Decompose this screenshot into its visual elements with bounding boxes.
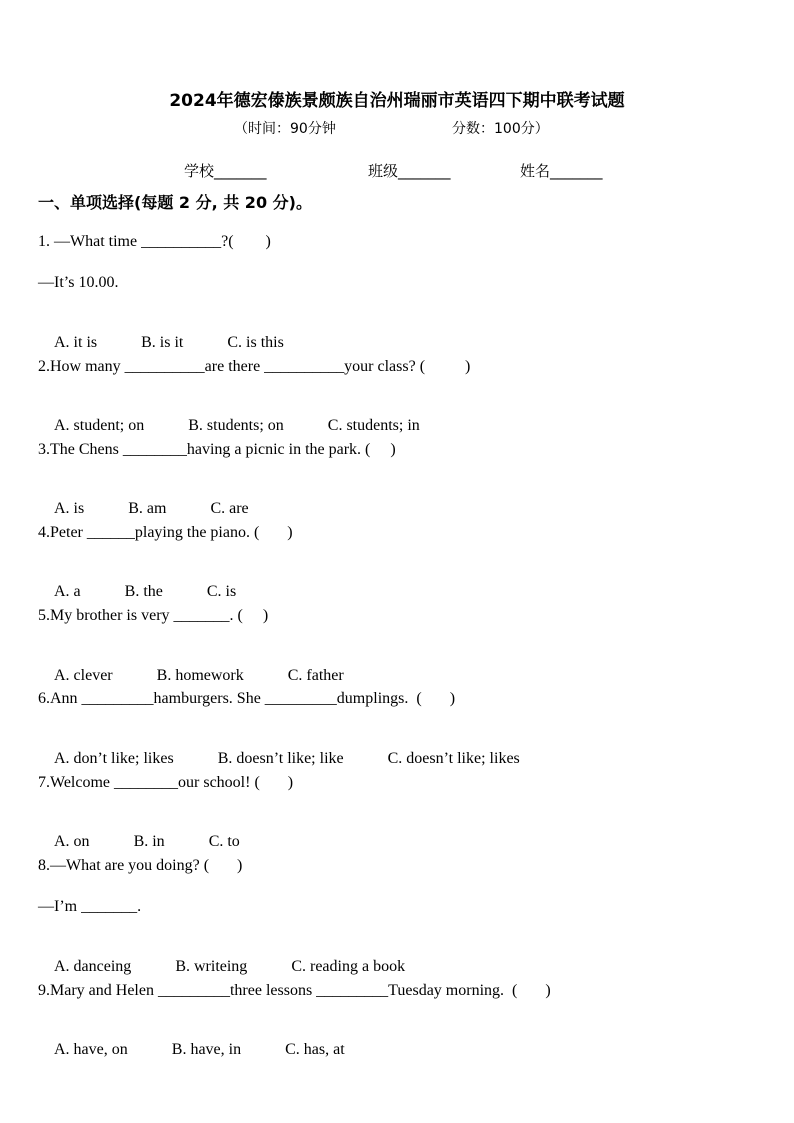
question-5: 5.My brother is very _______. ( )	[38, 607, 269, 624]
question-8-answer-line: —I’m _______.	[38, 898, 142, 915]
option-a: A. don’t like; likes	[54, 750, 174, 767]
option-c: C. reading a book	[291, 958, 406, 975]
exam-title: 2024年德宏傣族景颇族自治州瑞丽市英语四下期中联考试题	[169, 91, 625, 111]
exam-score: 分数：100分）	[452, 121, 549, 137]
option-b: B. is it	[141, 334, 184, 351]
option-b: B. the	[124, 583, 163, 600]
question-9-options	[38, 1023, 389, 1077]
option-b: B. am	[128, 500, 167, 517]
option-b: B. homework	[156, 667, 244, 684]
option-c: C. to	[208, 833, 240, 850]
name-field: 姓名_______	[520, 162, 603, 180]
option-a: A. danceing	[54, 958, 132, 975]
section-title: 一、单项选择(每题 2 分, 共 20 分)。	[38, 193, 312, 212]
option-c: C. is this	[227, 334, 284, 351]
question-8: 8.—What are you doing? ( )	[38, 857, 243, 874]
option-a: A. it is	[54, 334, 98, 351]
exam-time: （时间：90分钟	[234, 121, 336, 137]
question-1: 1. —What time __________?( )	[38, 233, 271, 250]
option-c: C. is	[206, 583, 237, 600]
option-a: A. have, on	[54, 1041, 128, 1058]
option-a: A. a	[54, 583, 81, 600]
option-a: A. student; on	[54, 417, 145, 434]
option-c: C. students; in	[327, 417, 420, 434]
question-6: 6.Ann _________hamburgers. She _________dumplings. ( )	[38, 690, 456, 707]
school-field: 学校_______	[184, 162, 267, 180]
question-4: 4.Peter ______playing the piano. ( )	[38, 524, 293, 541]
question-2: 2.How many __________are there __________your class? ( )	[38, 358, 471, 375]
option-c: C. has, at	[285, 1041, 345, 1058]
option-c: C. doesn’t like; likes	[387, 750, 520, 767]
option-a: A. is	[54, 500, 85, 517]
option-b: B. students; on	[188, 417, 284, 434]
option-c: C. are	[210, 500, 249, 517]
class-field: 班级_______	[368, 162, 451, 180]
question-3: 3.The Chens ________having a picnic in the park. ( )	[38, 441, 396, 458]
option-b: B. in	[133, 833, 165, 850]
question-1-answer-line: —It’s 10.00.	[38, 274, 119, 291]
option-a: A. on	[54, 833, 90, 850]
question-7: 7.Welcome ________our school! ( )	[38, 774, 294, 791]
question-9: 9.Mary and Helen _________three lessons _________Tuesday morning. ( )	[38, 982, 551, 999]
option-b: B. doesn’t like; like	[217, 750, 344, 767]
option-b: B. writeing	[175, 958, 248, 975]
option-b: B. have, in	[171, 1041, 242, 1058]
option-c: C. father	[287, 667, 344, 684]
option-a: A. clever	[54, 667, 113, 684]
